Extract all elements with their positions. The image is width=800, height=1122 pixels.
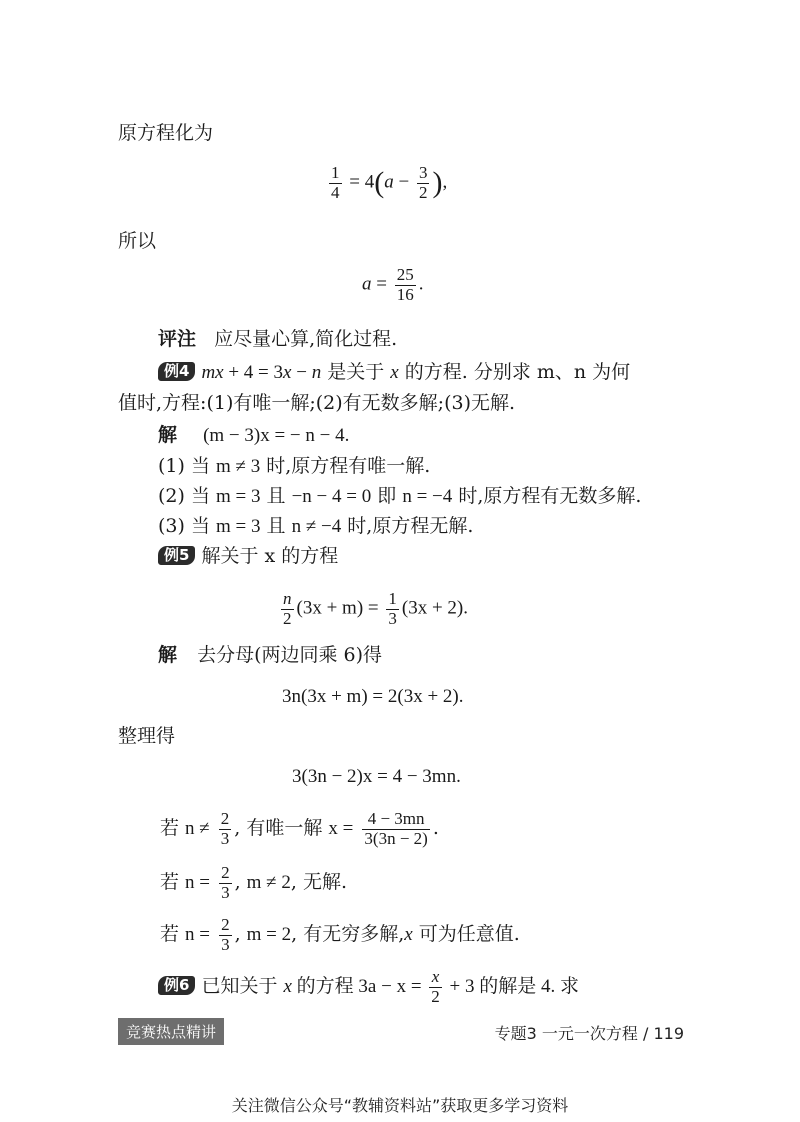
fraction	[281, 590, 294, 628]
text: (2) 当	[158, 485, 216, 507]
solution-equation: (m − 3)x = − n − 4.	[203, 425, 350, 446]
text: 可为任意值.	[412, 923, 520, 946]
denominator: 3	[221, 934, 230, 954]
text: 且	[260, 515, 292, 537]
numerator: 2	[221, 915, 230, 934]
math-var: n	[311, 362, 322, 383]
equation-4: 3n(3x + m) = 2(3x + 2).	[282, 686, 464, 707]
math-var: mx	[201, 362, 224, 383]
equals: =	[376, 273, 387, 295]
math: (3x + m) =	[296, 597, 379, 619]
solution-label: 解	[158, 424, 178, 446]
denominator: 3	[221, 882, 230, 902]
punct: ,	[442, 171, 448, 193]
denominator: 3	[220, 828, 230, 848]
math: (3x + 2).	[401, 597, 468, 619]
denominator: 16	[396, 284, 414, 304]
text: 时,原方程无解.	[341, 515, 474, 537]
example-badge: 例5	[158, 546, 195, 565]
math: 的方程 3a − x =	[291, 976, 427, 998]
text-intro: 原方程化为	[118, 122, 214, 144]
condition-1	[160, 810, 439, 848]
punct: .	[432, 817, 439, 840]
text: 即	[371, 485, 403, 507]
fraction	[417, 164, 430, 202]
fraction	[362, 810, 429, 848]
example-badge: 例6	[158, 976, 195, 995]
case-2	[158, 487, 641, 506]
numerator: 1	[331, 163, 340, 182]
equation-3	[278, 590, 468, 628]
example-badge: 例4	[158, 362, 195, 381]
solution-4	[158, 426, 349, 445]
math: −	[291, 362, 312, 383]
denominator: 2	[418, 182, 428, 202]
text: 是关于	[321, 361, 391, 383]
text: 已知关于	[201, 975, 284, 998]
math: + 3 的解是 4. 求	[444, 976, 580, 998]
math: m = 3	[216, 486, 261, 507]
math-var: x	[283, 362, 292, 383]
case-3	[158, 517, 473, 536]
text: ,	[234, 923, 247, 946]
watermark-text: 关注微信公众号“教辅资料站”获取更多学习资料	[231, 1096, 569, 1115]
math-var: x	[404, 924, 413, 946]
numerator: 2	[221, 863, 230, 882]
denominator: 2	[283, 608, 292, 628]
example-5	[158, 546, 338, 566]
text: 时,原方程有唯一解.	[260, 455, 431, 477]
solution-5	[158, 646, 382, 665]
punct: .	[418, 273, 424, 295]
math: m = 2	[246, 924, 292, 946]
fraction	[329, 164, 342, 202]
fraction	[219, 810, 232, 848]
numerator: 3	[418, 163, 428, 182]
math: −n − 4 = 0	[291, 486, 372, 507]
fraction	[395, 266, 416, 304]
fraction	[386, 590, 399, 628]
math: n =	[185, 872, 211, 894]
footer-series-tag: 竞赛热点精讲	[118, 1018, 224, 1045]
math: m ≠ 3	[216, 456, 261, 477]
text-simplify: 整理得	[118, 725, 176, 747]
math: x =	[328, 818, 354, 840]
example-4-line-2: 值时,方程:(1)有唯一解;(2)有无数多解;(3)无解.	[118, 392, 516, 414]
text: 解关于 x 的方程	[201, 545, 339, 567]
numerator: 4 − 3mn	[362, 810, 429, 830]
numerator: 25	[396, 265, 414, 284]
text: 且	[260, 485, 292, 507]
condition-3	[160, 916, 520, 954]
equals: =	[349, 171, 360, 193]
math: + 4 = 3	[223, 362, 284, 383]
text: 若	[160, 871, 186, 894]
denominator: 4	[331, 182, 340, 202]
text: , 有无穷多解,	[291, 923, 405, 946]
solution-label: 解	[158, 644, 178, 666]
math: n ≠ −4	[291, 516, 342, 537]
text: ,	[234, 871, 247, 894]
numerator: 2	[220, 809, 230, 828]
numerator: 1	[388, 589, 397, 608]
comment-label: 评注	[158, 328, 197, 350]
fraction	[429, 968, 442, 1006]
text: 的方程. 分别求 m、n 为何	[398, 361, 631, 383]
footer-page-info: 专题3 一元一次方程 / 119	[494, 1024, 684, 1043]
math: n = −4	[402, 486, 453, 507]
denominator: 2	[431, 986, 440, 1006]
condition-2	[160, 864, 347, 902]
denominator: 3	[388, 608, 397, 628]
equation-1	[326, 164, 447, 202]
equation-2	[362, 266, 423, 304]
example-6	[158, 968, 579, 1006]
example-4-line-1	[158, 362, 630, 382]
numerator: n	[283, 589, 292, 608]
equation-5: 3(3n − 2)x = 4 − 3mn.	[292, 766, 461, 787]
text-so: 所以	[118, 230, 157, 252]
math-var: x	[283, 976, 292, 998]
text: (3) 当	[158, 515, 216, 537]
math-var: x	[390, 362, 399, 383]
comment	[158, 330, 397, 349]
denominator: 3(3n − 2)	[364, 828, 428, 848]
text: (1) 当	[158, 455, 216, 477]
text: , 无解.	[290, 871, 347, 894]
text: 若	[160, 817, 186, 840]
paren: )	[432, 166, 443, 200]
text: 去分母(两边同乘 6)得	[197, 644, 383, 666]
paren: (	[374, 166, 385, 200]
variable: a	[384, 171, 394, 193]
fraction	[219, 916, 232, 954]
variable: a	[362, 273, 372, 295]
math: n ≠	[185, 818, 210, 840]
math: m = 3	[216, 516, 261, 537]
fraction	[219, 864, 232, 902]
case-1	[158, 457, 430, 476]
text: 若	[160, 923, 186, 946]
math: m ≠ 2	[246, 872, 291, 894]
text: , 有唯一解	[234, 817, 329, 840]
minus: −	[398, 171, 410, 193]
text: 时,原方程有无数多解.	[452, 485, 642, 507]
numerator: x	[429, 968, 442, 988]
math: n =	[185, 924, 211, 946]
coefficient: 4	[364, 171, 375, 193]
comment-text: 应尽量心算,简化过程.	[214, 328, 398, 350]
